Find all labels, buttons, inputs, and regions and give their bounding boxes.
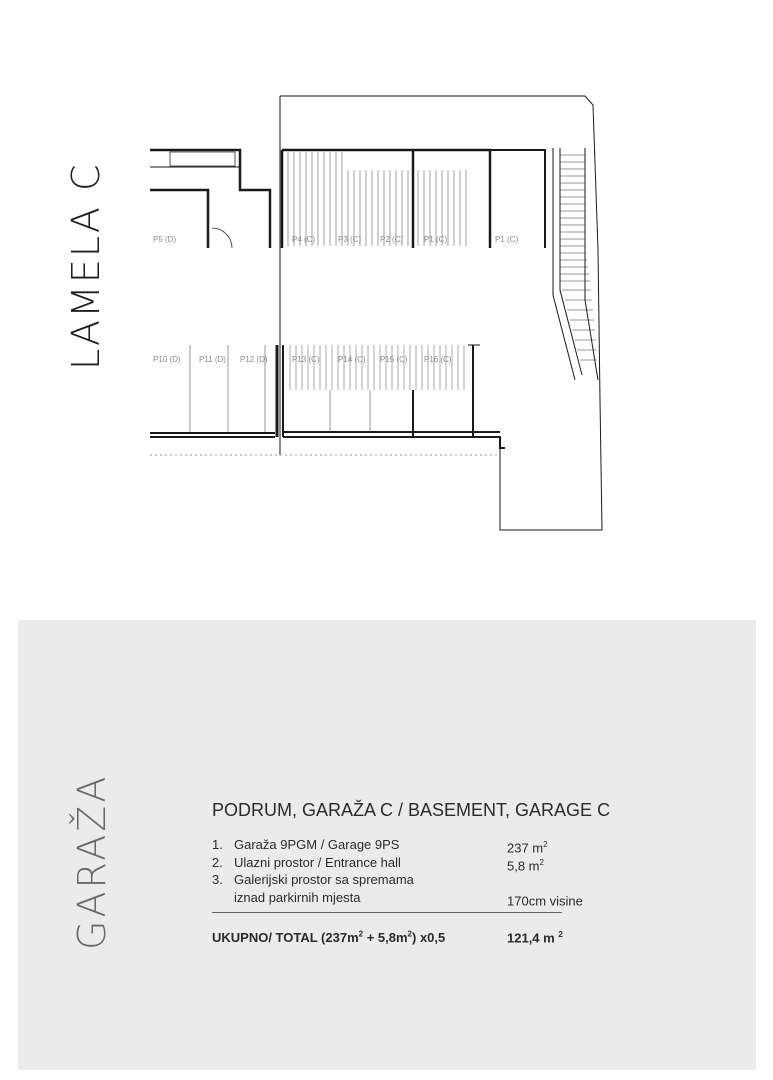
plan-label-p2: P2 (C) bbox=[380, 235, 404, 244]
total-row bbox=[212, 930, 612, 945]
section-label: GARAŽA bbox=[70, 773, 114, 950]
plan-label-p15: P15 (C) bbox=[380, 355, 408, 364]
item-value: 5,8 $m^2$ bbox=[507, 857, 544, 873]
list-item bbox=[212, 889, 612, 907]
plan-label-p12: P12 (D) bbox=[240, 355, 268, 364]
item-number: 1. bbox=[212, 837, 223, 852]
item-description: Galerijski prostor sa spremama bbox=[234, 872, 414, 887]
section-heading: PODRUM, GARAŽA C / BASEMENT, GARAGE C bbox=[212, 800, 611, 820]
total-label: UKUPNO/ TOTAL $(237m^2 + 5,8m^2)$ x0,5 bbox=[212, 930, 446, 946]
list-item bbox=[212, 854, 612, 872]
plan-label-p11: P11 (D) bbox=[199, 355, 226, 364]
item-number: 2. bbox=[212, 854, 223, 870]
item-value: 237 $m^2$ bbox=[507, 840, 548, 856]
item-description: iznad parkirnih mjesta bbox=[234, 889, 361, 905]
plan-label-p5: P5 (D) bbox=[153, 235, 177, 244]
list-item bbox=[212, 871, 612, 889]
item-description: Ulazni prostor / Entrance hall bbox=[234, 854, 401, 870]
plan-label-p1b: P1 (C) bbox=[424, 235, 448, 244]
plan-label-p1: P1 (C) bbox=[495, 235, 519, 244]
plan-label-p14: P14 (C) bbox=[338, 355, 366, 364]
divider bbox=[212, 912, 562, 913]
total-value: 121,4 m $^2$ bbox=[507, 930, 563, 946]
plan-label-p13: P13 (C) bbox=[292, 355, 320, 364]
item-number: 3. bbox=[212, 872, 223, 887]
area-list bbox=[212, 836, 612, 906]
plan-label-p10: P10 (D) bbox=[153, 355, 181, 364]
plan-label-p3: P3 (C) bbox=[338, 235, 362, 244]
plan-label-p16: P16 (C) bbox=[424, 355, 452, 364]
item-value: 170cm visine bbox=[507, 892, 583, 908]
plan-label-p4: P4 (C) bbox=[292, 235, 316, 244]
list-item bbox=[212, 836, 612, 854]
lamela-title: LAMELA C bbox=[64, 162, 108, 370]
item-description: Garaža 9PGM / Garage 9PS bbox=[234, 837, 400, 852]
